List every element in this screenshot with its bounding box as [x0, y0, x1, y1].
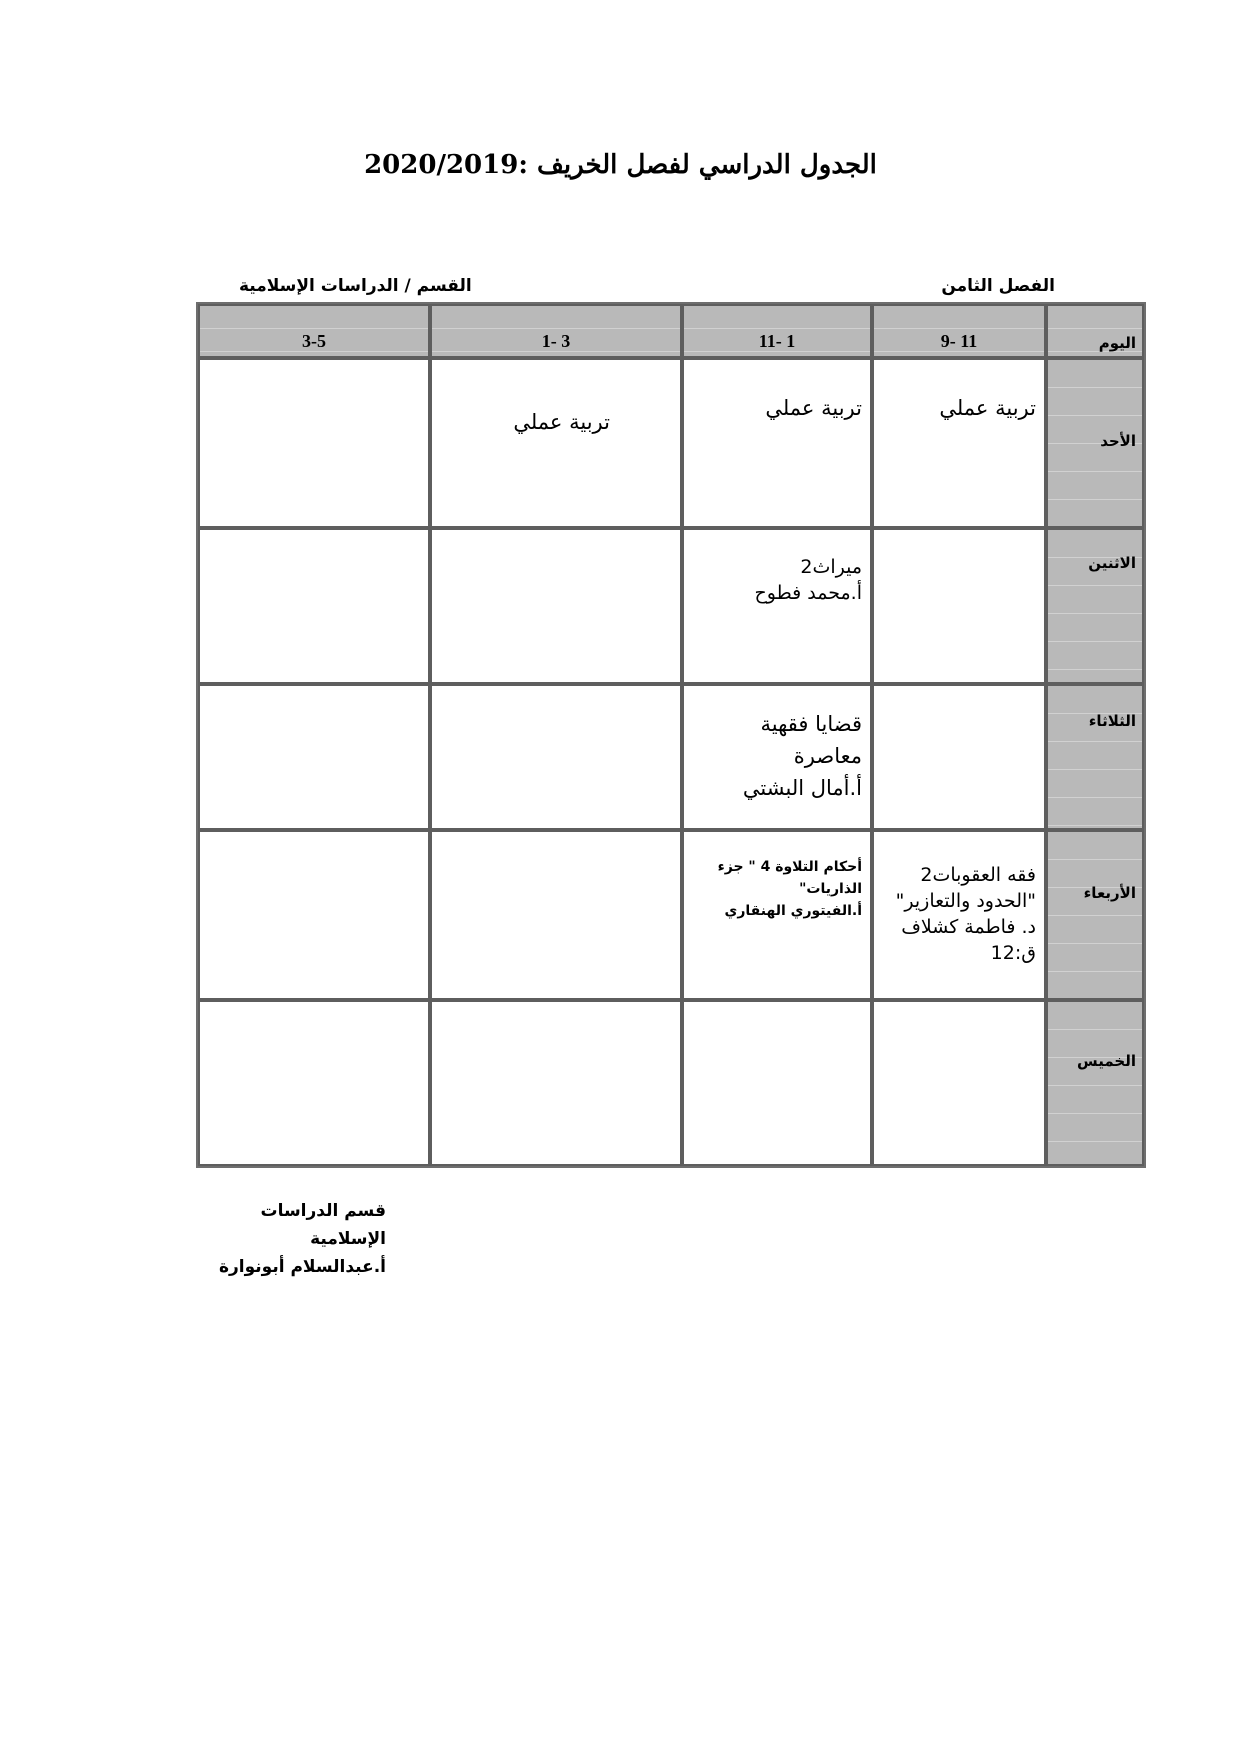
schedule-table: [196, 302, 1146, 1168]
day-label: الأربعاء: [1083, 884, 1136, 902]
room-label: ق:12: [990, 942, 1036, 964]
day-label: الثلاثاء: [1088, 712, 1136, 730]
cell-mon-11-1: [682, 528, 872, 684]
instructor-name: أ.أمال البشتي: [742, 776, 862, 800]
cell-sun-1-3: [430, 358, 682, 528]
day-sunday: [1046, 358, 1144, 528]
cell-tue-11-1: [682, 684, 872, 830]
header-slot-3-5: [198, 304, 430, 358]
cell-wed-11-1: [682, 830, 872, 1000]
cell-mon-9-11: [872, 528, 1046, 684]
instructor-name: أ.محمد فطوح: [754, 582, 862, 604]
course-name: أحكام التلاوة 4 " جزء: [717, 859, 862, 875]
header-slot-label: 9- 11: [940, 331, 978, 351]
cell-sun-11-1: [682, 358, 872, 528]
day-label: الخميس: [1077, 1052, 1136, 1070]
semester-label: الفصل الثامن: [941, 276, 1055, 296]
header-slot-label: 11- 1: [758, 331, 796, 351]
page-title: الجدول الدراسي لفصل الخريف :2020/2019: [364, 150, 877, 180]
cell-thu-11-1: [682, 1000, 872, 1166]
cell-sun-9-11: [872, 358, 1046, 528]
cell-mon-3-5: [198, 528, 430, 684]
cell-thu-3-5: [198, 1000, 430, 1166]
signature-block: [186, 1197, 386, 1281]
department-signature: قسم الدراسات الإسلامية: [260, 1201, 386, 1249]
cell-tue-3-5: [198, 684, 430, 830]
course-subtitle: "الحدود والتعازير": [895, 890, 1036, 912]
course-name-line2: معاصرة: [793, 744, 862, 768]
cell-thu-9-11: [872, 1000, 1046, 1166]
day-label: الاثنين: [1088, 554, 1136, 572]
header-slot-label: 1- 3: [541, 331, 571, 351]
course-name: قضايا فقهية: [760, 712, 862, 736]
entry-text: تربية عملي: [939, 396, 1036, 420]
cell-tue-1-3: [430, 684, 682, 830]
cell-mon-1-3: [430, 528, 682, 684]
entry-text: تربية عملي: [513, 410, 610, 434]
cell-sun-3-5: [198, 358, 430, 528]
cell-wed-3-5: [198, 830, 430, 1000]
head-signature: أ.عبدالسلام أبونوارة: [218, 1257, 386, 1277]
day-wednesday: [1046, 830, 1144, 1000]
day-tuesday: [1046, 684, 1144, 830]
cell-tue-9-11: [872, 684, 1046, 830]
cell-wed-9-11: [872, 830, 1046, 1000]
department-label: القسم / الدراسات الإسلامية: [239, 276, 472, 296]
header-slot-11-1: [682, 304, 872, 358]
header-day: [1046, 304, 1144, 358]
instructor-name: د. فاطمة كشلاف: [901, 916, 1036, 938]
header-slot-1-3: [430, 304, 682, 358]
instructor-name: أ.الفيتوري الهنقاري: [724, 903, 862, 919]
course-name: ميراث2: [800, 556, 862, 578]
entry-text: تربية عملي: [765, 396, 862, 420]
course-name-line2: الذاريات": [799, 881, 862, 897]
header-day-label: اليوم: [1098, 334, 1136, 352]
cell-thu-1-3: [430, 1000, 682, 1166]
entry-text: [896, 862, 1036, 966]
day-thursday: [1046, 1000, 1144, 1166]
course-name: فقه العقوبات2: [920, 864, 1036, 886]
header-slot-9-11: [872, 304, 1046, 358]
entry-text: [718, 856, 862, 922]
entry-text: [754, 554, 862, 606]
header-slot-label: 3-5: [302, 331, 326, 351]
cell-wed-1-3: [430, 830, 682, 1000]
day-label: الأحد: [1100, 432, 1136, 450]
day-monday: [1046, 528, 1144, 684]
entry-text: [743, 708, 862, 804]
